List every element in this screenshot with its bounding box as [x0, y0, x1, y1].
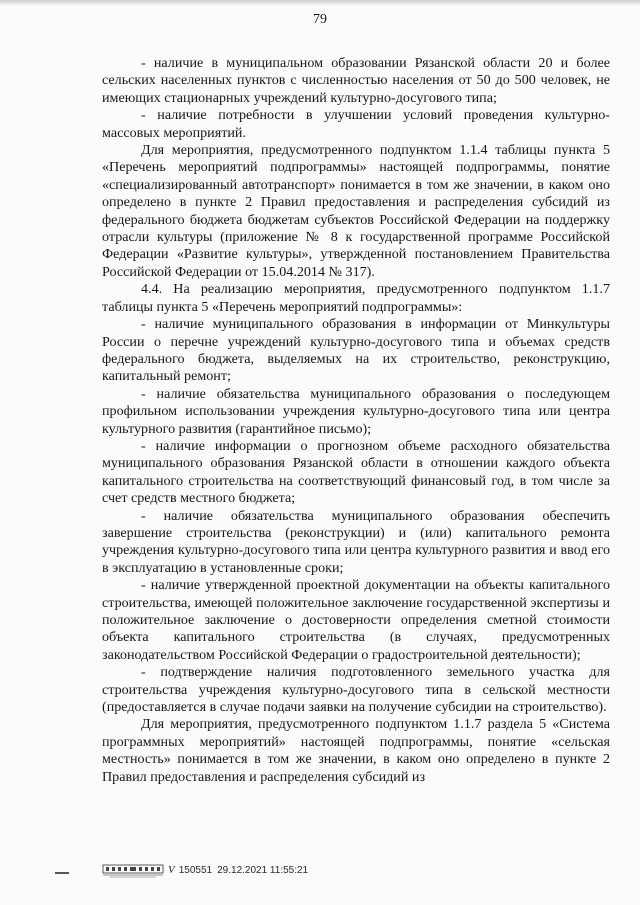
paragraph-8: - наличие обязательства муниципального образования обеспечить завершение строительства (реконструкции) и (или) капитального ремонта учреждения культурно-досугового типа или центра культурного развития и ввод его в эксплуатацию в установленные сроки; [102, 507, 610, 576]
paragraph-6: - наличие обязательства муниципального образования о последующем профильном использовании учреждения культурно-досугового типа или центра культурного развития (гарантийное письмо); [102, 385, 610, 437]
document-id: 150551 [178, 864, 213, 876]
government-seal-icon [102, 862, 164, 878]
document-footer [102, 862, 308, 878]
paragraph-1: - наличие в муниципальном образовании Рязанской области 20 и более сельских населенных пунктов с численностью населения от 50 до 500 человек, не имеющих стационарных учреждений культурно-досугового типа; [102, 55, 610, 106]
paragraph-11: Для мероприятия, предусмотренного подпунктом 1.1.7 раздела 5 «Система программных мероприятий» настоящей подпрограммы, понятие «сельская местность» понимается в том же значении, в каком оно определено в пункте 2 Правил предоставления и распределения субсидий из [102, 716, 610, 785]
page-number: 79 [313, 12, 327, 27]
timestamp: 29.12.2021 11:55:21 [217, 864, 309, 876]
paragraph-9: - наличие утвержденной проектной документации на объекты капитального строительства, имеющей положительное заключение государственной экспертизы и положительное заключение о достоверности определения сметной стоимости объекта капитального строительства (в случаях, предусмотренных законодательством Российской Федерации о градостроительной деятельности); [102, 577, 610, 663]
paragraph-4: 4.4. На реализацию мероприятия, предусмотренного подпунктом 1.1.7 таблицы пункта 5 «Перечень мероприятий подпрограммы»: [102, 281, 610, 315]
scan-edge-shadow [0, 0, 640, 6]
paragraph-2: - наличие потребности в улучшении условий проведения культурно-массовых мероприятий. [102, 107, 610, 141]
paragraph-7: - наличие информации о прогнозном объеме расходного обязательства муниципального образования Рязанской области в отношении каждого объекта капитального строительства на соответствующий финансовый год, в том числе за счет средств местного бюджета; [102, 437, 610, 507]
document-body [102, 55, 610, 786]
stamp-mark: V [168, 864, 175, 876]
paragraph-5: - наличие муниципального образования в информации от Минкультуры России о перечне учреждений культурно-досугового типа и объемах средств федерального бюджета, выделяемых на их строительство, реконструкцию, капитальный ремонт; [102, 316, 610, 385]
paragraph-3: Для мероприятия, предусмотренного подпунктом 1.1.4 таблицы пункта 5 «Перечень мероприятий подпрограммы» настоящей подпрограммы, понятие «специализированный автотранспорт» понимается в том же значении, в каком оно определено в пункте 2 Правил предоставления и распределения субсидий из федерального бюджета бюджетам субъектов Российской Федерации на поддержку отрасли культуры (приложение № 8 к государственной программе Российской Федерации «Развитие культуры», утвержденной постановлением Правительства Российской Федерации от 15.04.2014 № 317). [102, 142, 610, 280]
paragraph-10: - подтверждение наличия подготовленного земельного участка для строительства учреждения культурно-досугового типа в сельской местности (предоставляется в случае подачи заявки на получение субсидии на строительство). [102, 664, 610, 716]
scan-mark [55, 872, 69, 874]
